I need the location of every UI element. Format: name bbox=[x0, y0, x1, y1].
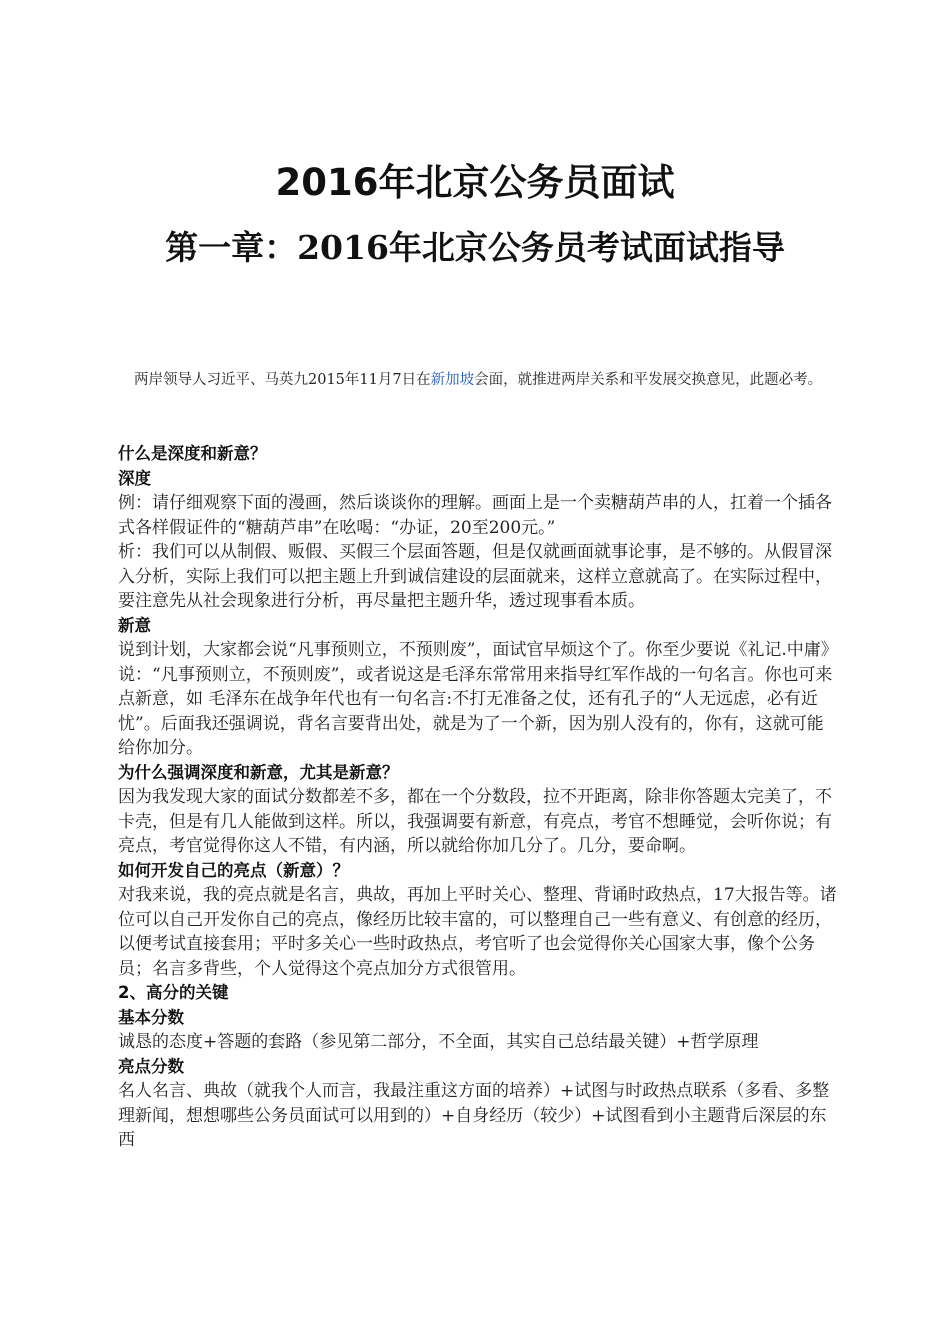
body-paragraph: 对我来说，我的亮点就是名言，典故，再加上平时关心、整理、背诵时政热点，17大报告等。诸位可以自己开发你自己的亮点，像经历比较丰富的，可以整理自己一些有意义、有创意的经历，以便考试直接套用；平时多关心一些时政热点，考官听了也会觉得你关心国家大事，像个公务员；名言多背些，个人觉得这个亮点加分方式很管用。 bbox=[118, 885, 837, 979]
singapore-link[interactable]: 新加坡 bbox=[430, 372, 475, 388]
section-heading: 新意 bbox=[118, 615, 151, 635]
body-paragraph: 例：请仔细观察下面的漫画，然后谈谈你的理解。画面上是一个卖糖葫芦串的人，扛着一个插各式各样假证件的“糖葫芦串”在吆喝：“办证，20至200元。” bbox=[118, 493, 832, 538]
section-heading: 深度 bbox=[118, 468, 151, 488]
intro-paragraph bbox=[118, 368, 830, 392]
chapter-heading: 第一章：2016年北京公务员考试面试指导 bbox=[165, 228, 785, 267]
section-heading: 2、高分的关键 bbox=[118, 983, 229, 1002]
section-heading: 基本分数 bbox=[118, 1007, 184, 1027]
body-paragraph: 说到计划，大家都会说“凡事预则立，不预则废”，面试官早烦这个了。你至少要说《礼记.中庸》说：“凡事预则立，不预则废”，或者说这是毛泽东常常用来指导红军作战的一句名言。你也可来点新意，如 毛泽东在战争年代也有一句名言:不打无准备之仗，还有孔子的“人无远虑，必有近忧”。后面我还强调说，背名言要背出处，就是为了一个新，因为别人没有的，你有，这就可能给你加分。 bbox=[118, 640, 838, 758]
intro-text-after: 会面，就推进两岸关系和平发展交换意见，此题必考。 bbox=[474, 372, 823, 388]
body-paragraph: 因为我发现大家的面试分数都差不多，都在一个分数段，拉不开距离，除非你答题太完美了，不卡壳，但是有几人能做到这样。所以，我强调要有新意，有亮点，考官不想睡觉，会听你说；有亮点，考官觉得你这人不错，有内涵，所以就给你加几分了。几分，要命啊。 bbox=[118, 787, 832, 856]
body-paragraph: 名人名言、典故（就我个人而言，我最注重这方面的培养）+试图与时政热点联系（多看、多整理新闻，想想哪些公务员面试可以用到的）+自身经历（较少）+试图看到小主题背后深层的东西 bbox=[118, 1081, 830, 1150]
intro-text-before: 两岸领导人习近平、马英九2015年11月7日在 bbox=[134, 372, 431, 388]
section-heading: 如何开发自己的亮点（新意）？ bbox=[118, 860, 349, 880]
document-body bbox=[118, 442, 840, 1153]
section-heading: 什么是深度和新意？ bbox=[118, 444, 267, 463]
body-paragraph: 诚恳的态度+答题的套路（参见第二部分，不全面，其实自己总结最关键）+哲学原理 bbox=[118, 1032, 759, 1052]
document-title: 2016年北京公务员面试 bbox=[275, 161, 675, 204]
section-heading: 亮点分数 bbox=[118, 1056, 184, 1076]
body-paragraph: 析：我们可以从制假、贩假、买假三个层面答题，但是仅就画面就事论事，是不够的。从假冒深入分析，实际上我们可以把主题上升到诚信建设的层面就来，这样立意就高了。在实际过程中，要注意先从社会现象进行分析，再尽量把主题升华，透过现事看本质。 bbox=[118, 542, 832, 611]
section-heading: 为什么强调深度和新意，尤其是新意？ bbox=[118, 762, 399, 782]
